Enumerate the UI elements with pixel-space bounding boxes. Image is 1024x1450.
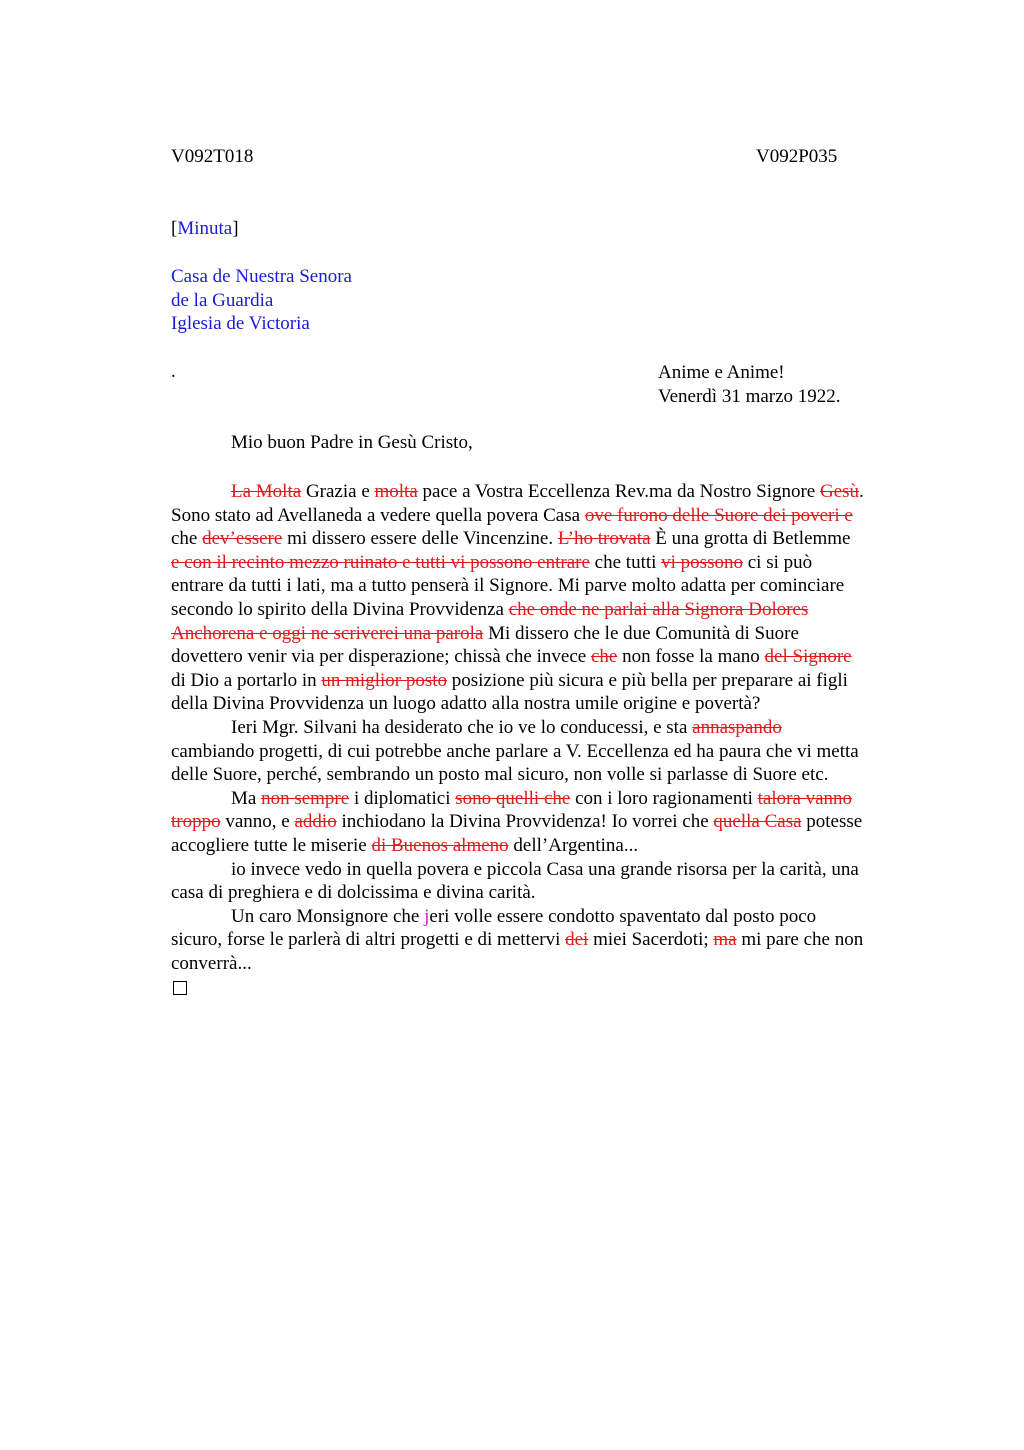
address-line: de la Guardia	[171, 289, 274, 311]
body-line: sicuro, forse le parlerà di altri progetti e di mettervi dei miei Sacerdoti; ma mi pare che non	[171, 929, 864, 951]
body-line: e con il recinto mezzo ruinato e tutti vi possono entrare che tutti vi possono ci si può	[171, 551, 813, 573]
document-code-left: V092T018	[171, 146, 254, 167]
end-box-icon	[173, 981, 187, 995]
body-line: secondo lo spirito della Divina Provvidenza che onde ne parlai alla Signora Dolores	[171, 598, 809, 620]
minuta-label: [Minuta]	[171, 218, 239, 239]
body-line: che dev’essere mi dissero essere delle Vincenzine. L’ho trovata È una grotta di Betlemme	[171, 528, 851, 550]
body-line: troppo vanno, e addio inchiodano la Divina Provvidenza! Io vorrei che quella Casa potesse	[171, 811, 863, 833]
body-line: entrare da tutti i lati, ma a tutto penserà il Signore. Mi parve molto adatta per cominciare	[171, 575, 845, 597]
motto: Anime e Anime!	[658, 362, 785, 383]
body-line: converrà...	[171, 952, 252, 974]
header-row	[171, 146, 926, 170]
body-line: Un caro Monsignore che jeri volle essere condotto spaventato dal posto poco	[231, 905, 817, 927]
address-line: Iglesia de Victoria	[171, 313, 310, 334]
body-line: Ma non sempre i diplomatici sono quelli che con i loro ragionamenti talora vanno	[231, 787, 853, 809]
address-line: Casa de Nuestra Senora	[171, 266, 352, 287]
body-line: Sono stato ad Avellaneda a vedere quella povera Casa ove furono delle Suore dei poveri e	[171, 504, 853, 526]
letter-body	[171, 480, 926, 975]
body-line: La Molta Grazia e molta pace a Vostra Eccellenza Rev.ma da Nostro Signore Gesù.	[231, 481, 864, 502]
salutation: Mio buon Padre in Gesù Cristo,	[231, 432, 473, 453]
body-line: Anchorena e oggi ne scriverei una parola Mi dissero che le due Comunità di Suore	[171, 622, 799, 644]
body-line: casa di preghiera e di dolcissima e divina carità.	[171, 882, 536, 904]
body-line: Ieri Mgr. Silvani ha desiderato che io ve lo conducessi, e sta annaspando	[231, 716, 782, 738]
letter-date: Venerdì 31 marzo 1922.	[658, 385, 841, 407]
body-line: cambiando progetti, di cui potrebbe anche parlare a V. Eccellenza ed ha paura che vi metta	[171, 740, 859, 762]
body-line: dovettero venir via per disperazione; chissà che invece che non fosse la mano del Signore	[171, 646, 852, 668]
dot-marker: .	[171, 361, 176, 382]
body-line: io invece vedo in quella povera e piccola Casa una grande risorsa per la carità, una	[231, 858, 859, 880]
body-line: delle Suore, perché, sembrando un posto mal sicuro, non volle si parlasse di Suore etc.	[171, 764, 829, 786]
address-block	[171, 265, 352, 336]
body-line: della Divina Provvidenza un luogo adatto alla nostra umile origine e povertà?	[171, 693, 761, 715]
document-code-right: V092P035	[756, 146, 838, 167]
body-line: di Dio a portarlo in un miglior posto posizione più sicura e più bella per preparare ai figli	[171, 669, 848, 691]
body-line: accogliere tutte le miserie di Buenos almeno dell’Argentina...	[171, 834, 639, 856]
date-block	[658, 361, 841, 408]
